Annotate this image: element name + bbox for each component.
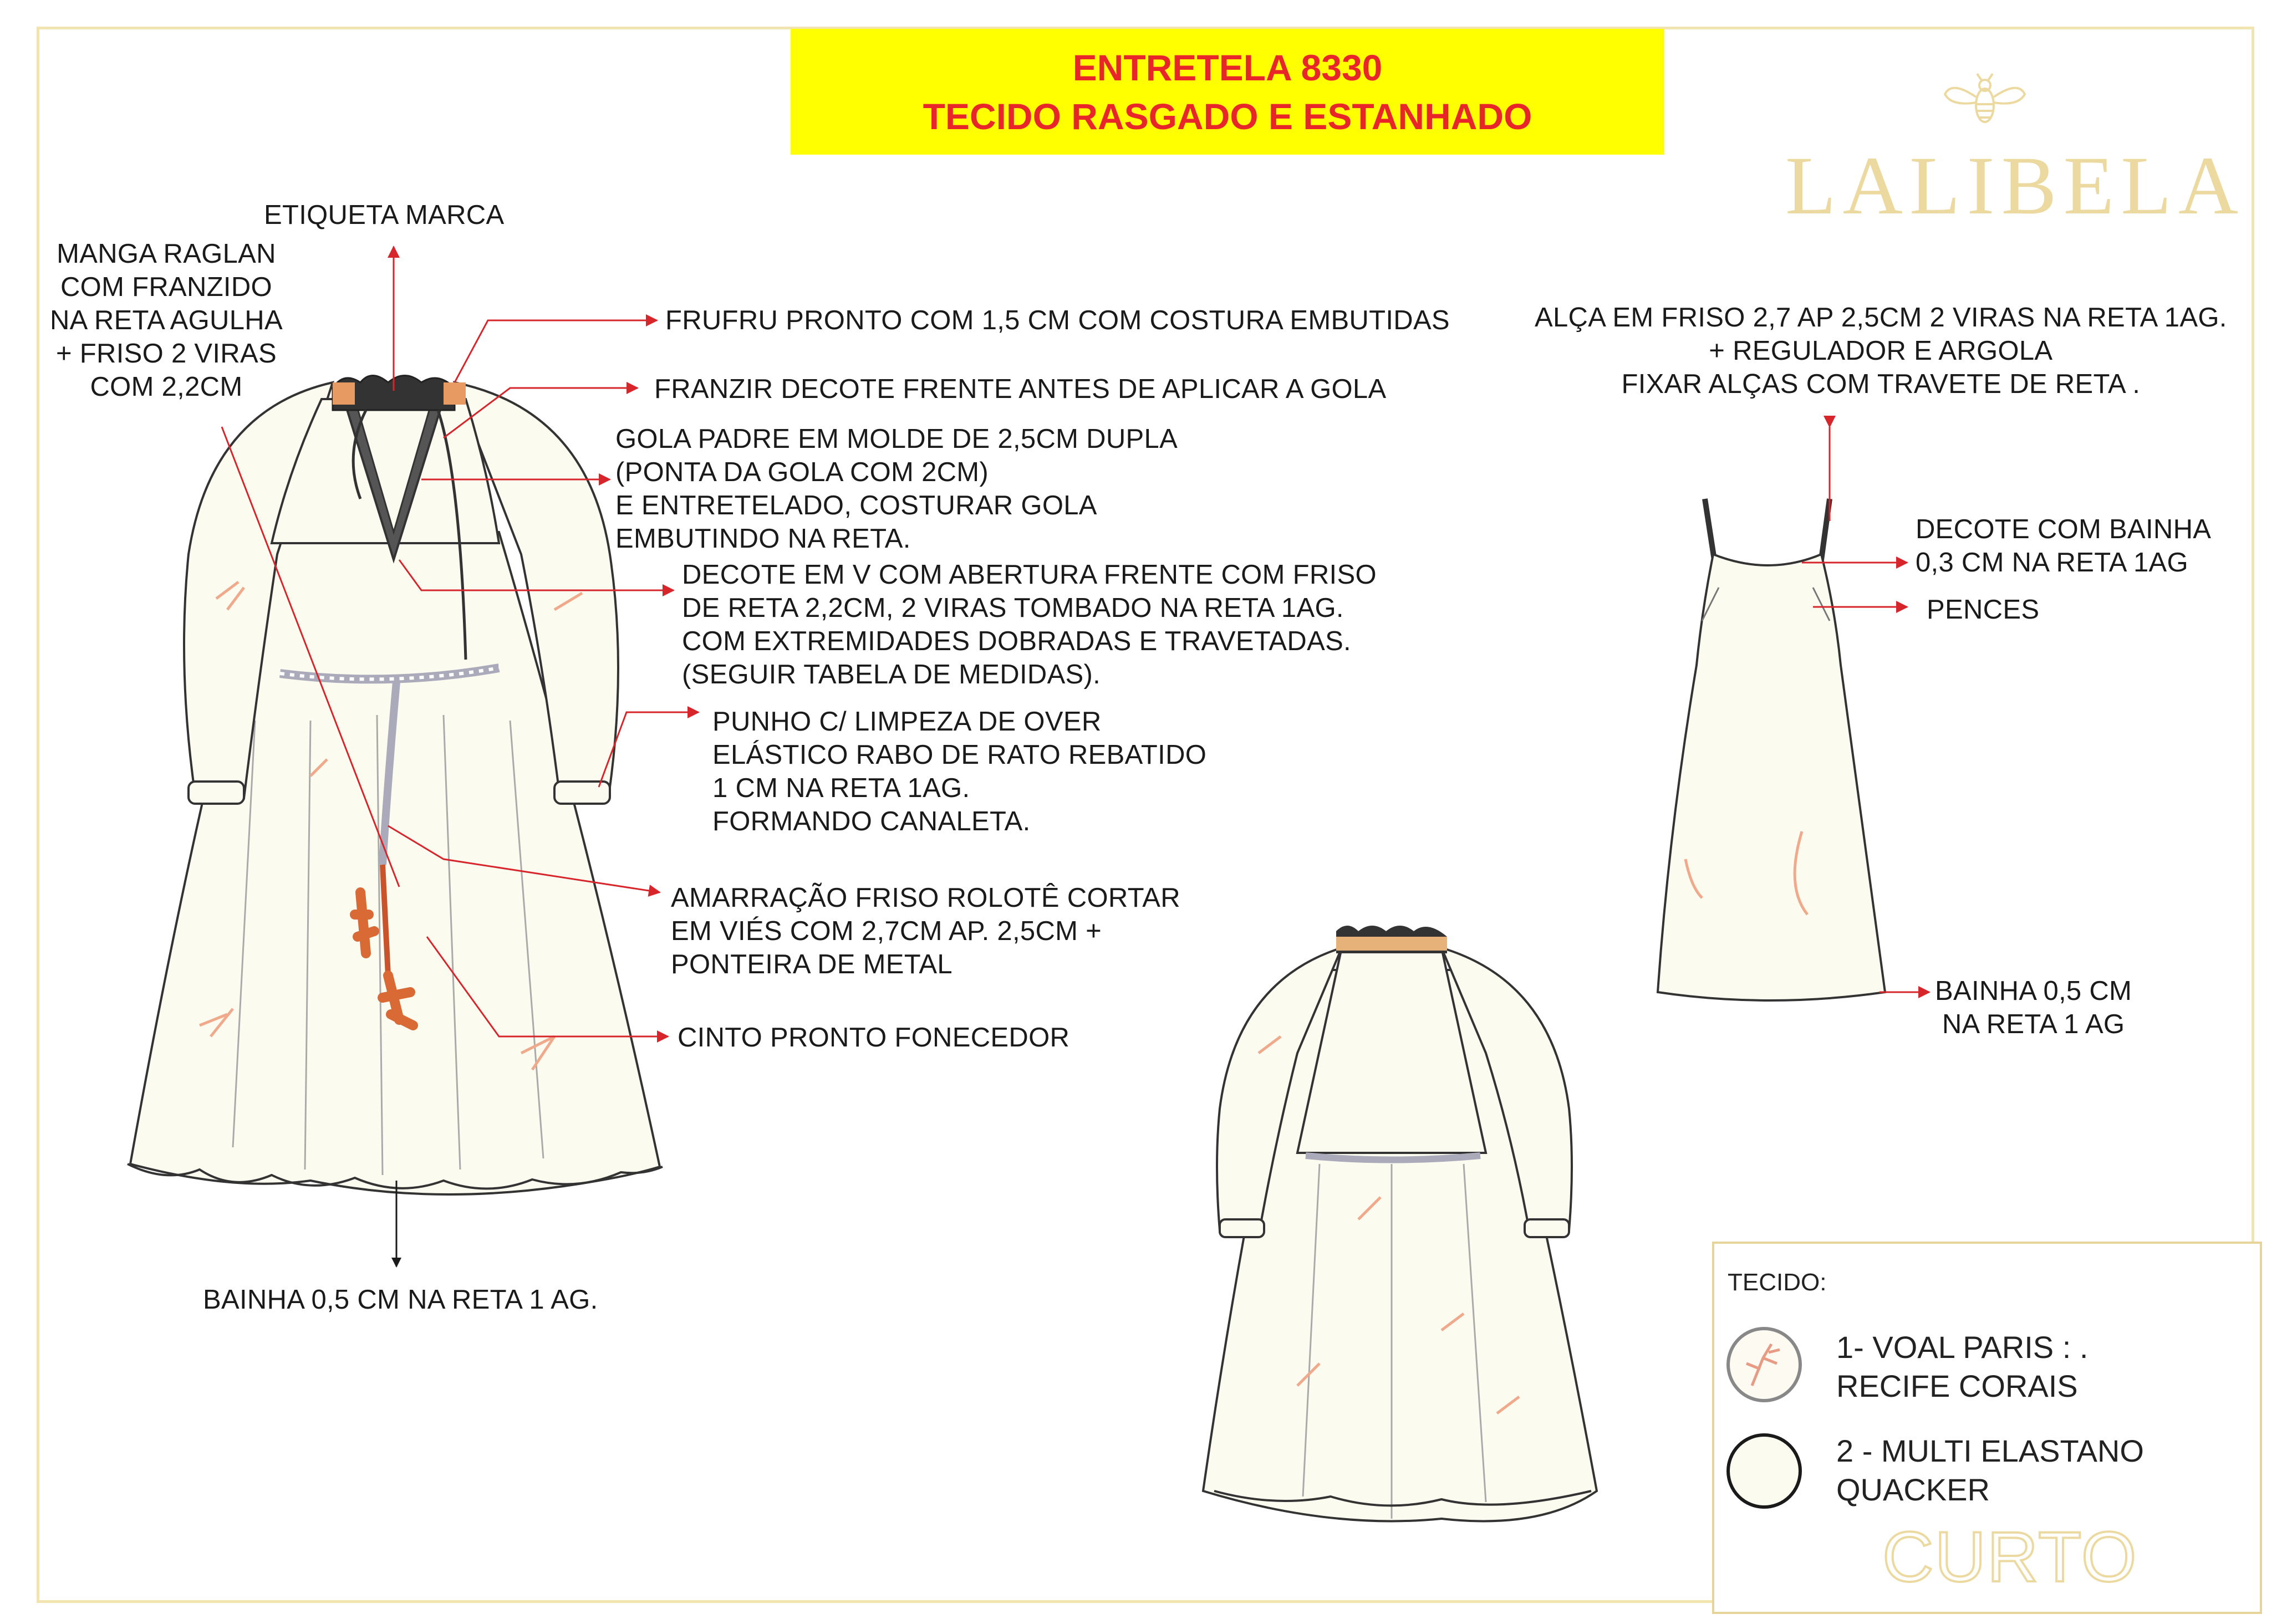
front-dress-sketch bbox=[128, 376, 663, 1195]
fabric-item-2-line-2: QUACKER bbox=[1836, 1472, 1990, 1507]
note-decote-bainha: DECOTE COM BAINHA 0,3 CM NA RETA 1AG bbox=[1916, 514, 2212, 578]
back-dress-sketch bbox=[1203, 926, 1597, 1521]
note-pences: PENCES bbox=[1927, 595, 2040, 625]
note-franzir: FRANZIR DECOTE FRENTE ANTES DE APLICAR A GOLA bbox=[654, 374, 1387, 404]
note-gola: GOLA PADRE EM MOLDE DE 2,5CM DUPLA (PONTA DA GOLA COM 2CM) E ENTRETELADO, COSTURAR GOLA EMBUTINDO NA RETA. bbox=[615, 424, 1178, 554]
note-etiqueta: ETIQUETA MARCA bbox=[264, 200, 505, 230]
note-frufru: FRUFRU PRONTO COM 1,5 CM COM COSTURA EMBUTIDAS bbox=[665, 305, 1450, 335]
note-manga: MANGA RAGLAN COM FRANZIDO NA RETA AGULHA + FRISO 2 VIRAS COM 2,2CM bbox=[50, 239, 283, 402]
size-label: CURTO bbox=[1882, 1518, 2138, 1597]
note-cinto: CINTO PRONTO FONECEDOR bbox=[678, 1023, 1070, 1053]
arrow-frufru bbox=[455, 320, 657, 382]
note-bainha-slip: BAINHA 0,5 CM NA RETA 1 AG bbox=[1935, 976, 2132, 1039]
banner-line-2: TECIDO RASGADO E ESTANHADO bbox=[923, 95, 1532, 137]
note-punho: PUNHO C/ LIMPEZA DE OVER ELÁSTICO RABO DE RATO REBATIDO 1 CM NA RETA 1AG. FORMANDO CANALETA. bbox=[712, 707, 1207, 836]
fabric-item-1-line-1: 1- VOAL PARIS : . bbox=[1836, 1330, 2089, 1365]
fabric-title: TECIDO: bbox=[1728, 1269, 1827, 1296]
note-bainha-main: BAINHA 0,5 CM NA RETA 1 AG. bbox=[203, 1285, 598, 1315]
fabric-item-1-line-2: RECIFE CORAIS bbox=[1836, 1368, 2078, 1403]
coral-print-swatch bbox=[1726, 1327, 1802, 1402]
slip-dress-sketch bbox=[1658, 499, 1885, 1000]
fabric-item-2-line-1: 2 - MULTI ELASTANO bbox=[1836, 1433, 2144, 1468]
cream-swatch bbox=[1726, 1433, 1802, 1509]
banner-line-1: ENTRETELA 8330 bbox=[1072, 47, 1383, 88]
note-amarracao: AMARRAÇÃO FRISO ROLOTÊ CORTAR EM VIÉS COM 2,7CM AP. 2,5CM + PONTEIRA DE METAL bbox=[671, 883, 1180, 979]
brand-name: LALIBELA bbox=[1785, 140, 2245, 232]
note-alca: ALÇA EM FRISO 2,7 AP 2,5CM 2 VIRAS NA RETA 1AG. + REGULADOR E ARGOLA FIXAR ALÇAS COM TRAVETE DE RETA . bbox=[1535, 303, 2227, 399]
note-decote-v: DECOTE EM V COM ABERTURA FRENTE COM FRISO DE RETA 2,2CM, 2 VIRAS TOMBADO NA RETA 1AG. COM EXTREMIDADES DOBRADAS E TRAVETADAS. (SEGUIR TABELA DE MEDIDAS). bbox=[682, 560, 1377, 690]
